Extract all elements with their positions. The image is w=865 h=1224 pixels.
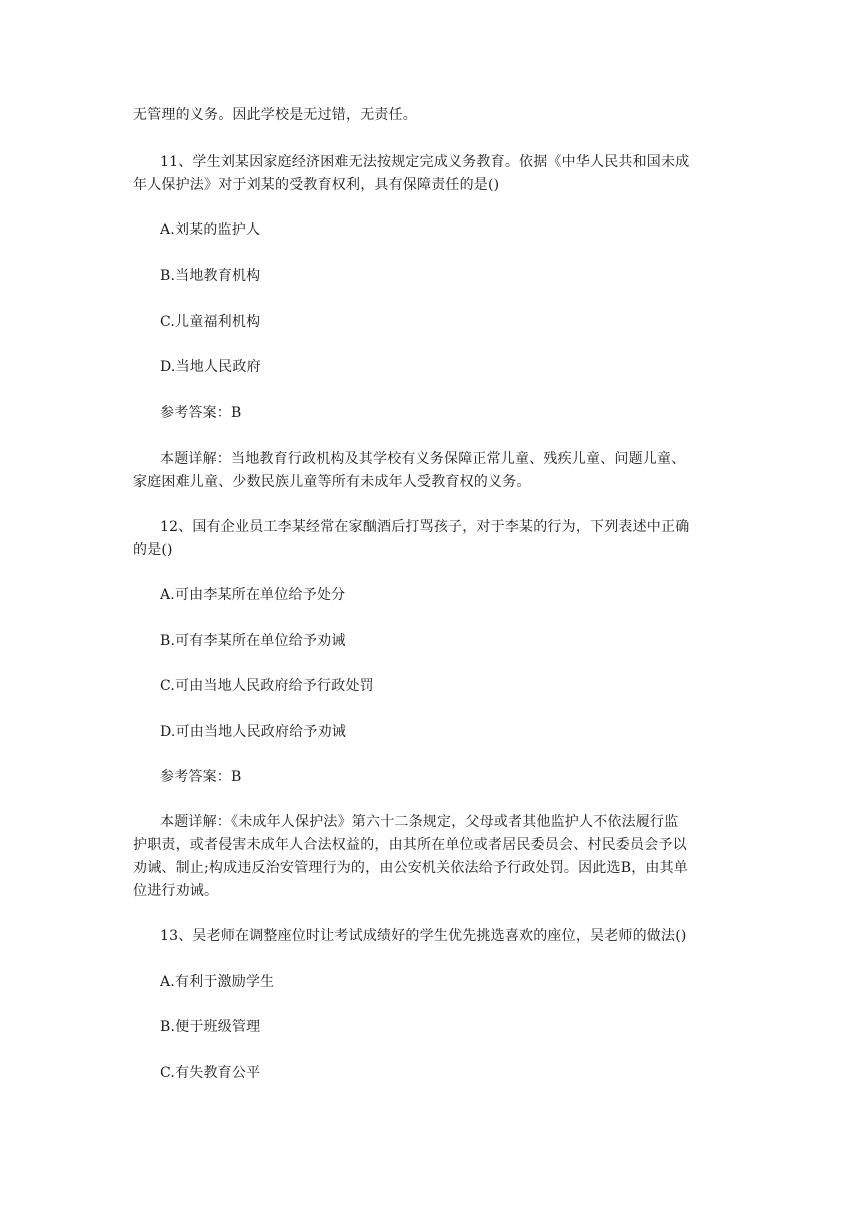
q11-option-a: A.刘某的监护人 xyxy=(160,222,261,238)
q11-stem-line2: 年人保护法》对于刘某的受教育权利，具有保障责任的是() xyxy=(133,177,500,193)
q12-explanation-line1: 本题详解：《未成年人保护法》第六十二条规定，父母或者其他监护人不依法履行监 xyxy=(160,814,679,830)
q11-option-d: D.当地人民政府 xyxy=(160,359,261,375)
q11-stem-line1: 11、学生刘某因家庭经济困难无法按规定完成义务教育。依据《中华人民共和国未成 xyxy=(160,154,690,170)
q13-option-b: B.便于班级管理 xyxy=(160,1019,261,1035)
q11-option-b: B.当地教育机构 xyxy=(160,268,261,284)
q12-option-d: D.可由当地人民政府给予劝诫 xyxy=(160,724,346,740)
q13-option-a: A.有利于激励学生 xyxy=(160,974,275,990)
q11-explanation-line1: 本题详解：当地教育行政机构及其学校有义务保障正常儿童、残疾儿童、问题儿童、 xyxy=(160,451,686,467)
q12-answer: 参考答案：B xyxy=(160,769,242,785)
q12-explanation-line3: 劝诫、制止;构成违反治安管理行为的，由公安机关依法给予行政处罚。因此选B，由其单 xyxy=(133,860,689,876)
q11-answer: 参考答案：B xyxy=(160,405,242,421)
q12-option-c: C.可由当地人民政府给予行政处罚 xyxy=(160,678,374,694)
q12-option-a: A.可由李某所在单位给予处分 xyxy=(160,587,346,603)
q12-explanation-line4: 位进行劝诫。 xyxy=(133,883,219,899)
q13-stem-line1: 13、吴老师在调整座位时让考试成绩好的学生优先挑选喜欢的座位，吴老师的做法() xyxy=(160,928,687,944)
intro-paragraph: 无管理的义务。因此学校是无过错，无责任。 xyxy=(133,107,417,123)
q11-explanation-line2: 家庭困难儿童、少数民族儿童等所有未成年人受教育权的义务。 xyxy=(133,474,531,490)
q12-stem-line1: 12、国有企业员工李某经常在家酗酒后打骂孩子，对于李某的行为，下列表述中正确 xyxy=(160,519,690,535)
q13-option-c: C.有失教育公平 xyxy=(160,1065,261,1081)
q12-stem-line2: 的是() xyxy=(133,542,173,558)
q11-option-c: C.儿童福利机构 xyxy=(160,314,261,330)
q12-option-b: B.可有李某所在单位给予劝诫 xyxy=(160,633,346,649)
q12-explanation-line2: 护职责，或者侵害未成年人合法权益的，由其所在单位或者居民委员会、村民委员会予以 xyxy=(133,837,687,853)
